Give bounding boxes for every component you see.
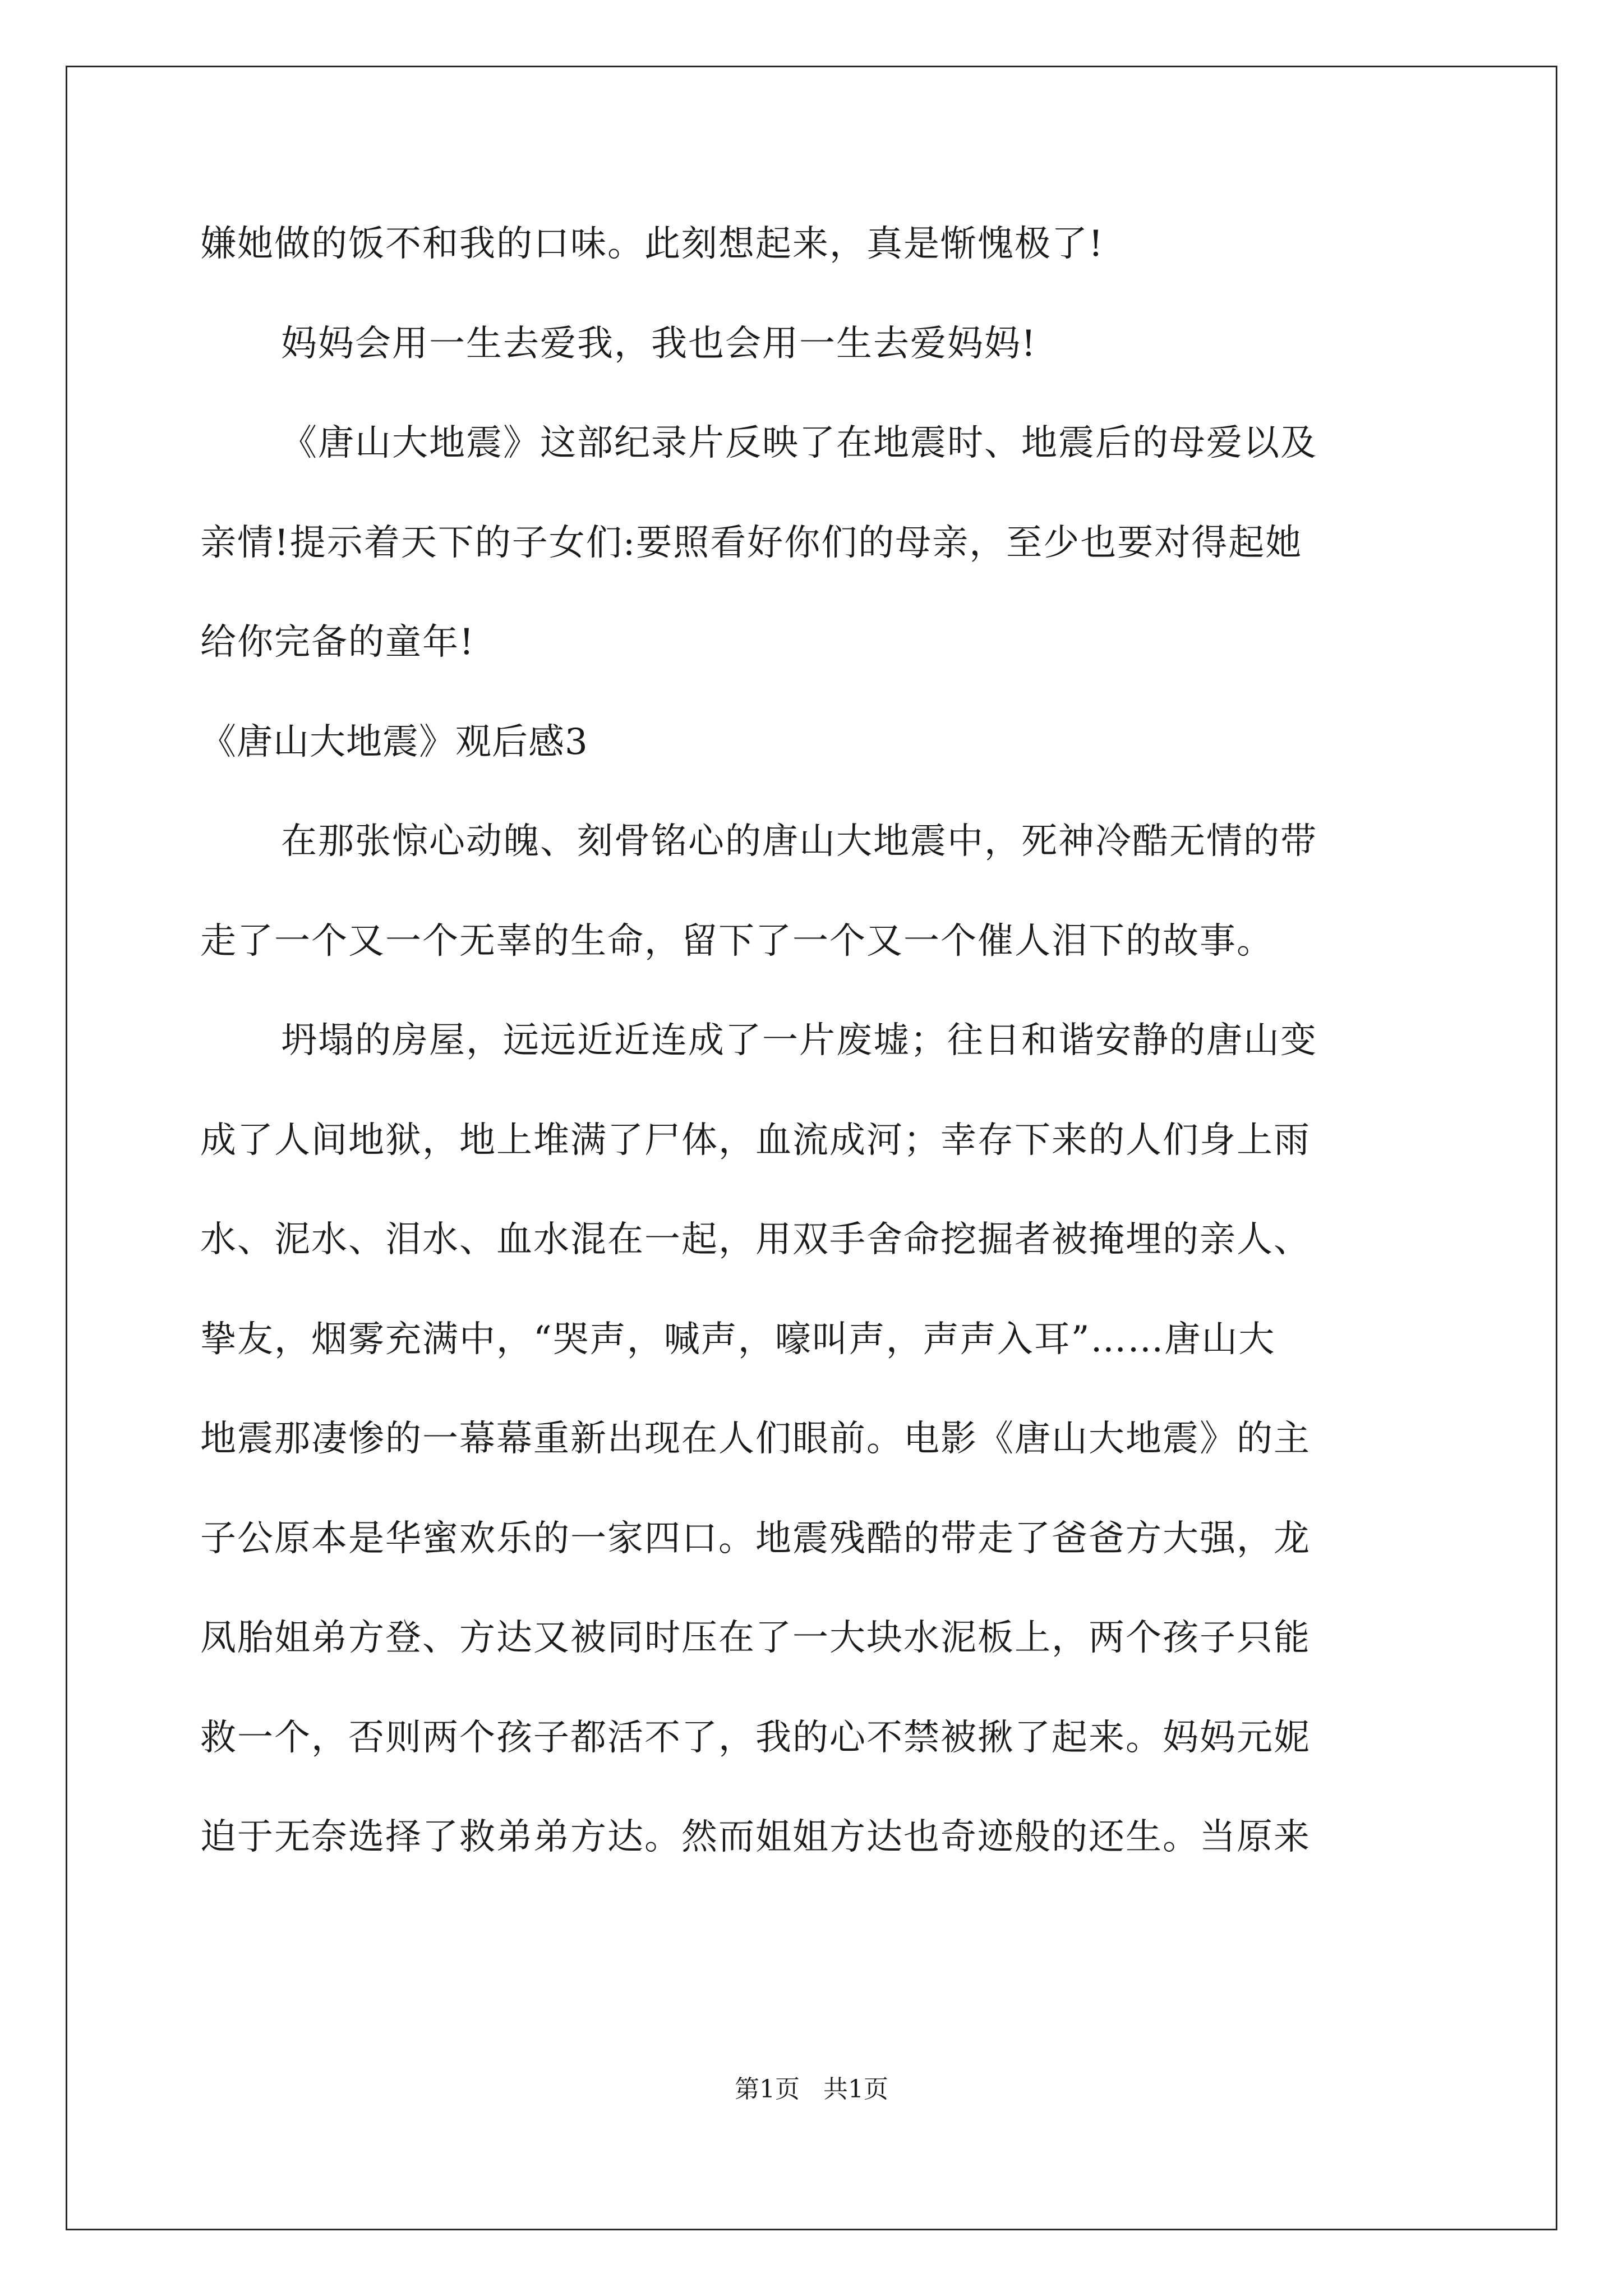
paragraph-line: 亲情!提示着天下的子女们:要照看好你们的母亲，至少也要对得起她 [200,522,1303,564]
page-footer: 第1页 共1页 [735,2075,888,2104]
paragraph-line: 成了人间地狱，地上堆满了尸体，血流成河；幸存下来的人们身上雨 [200,1120,1311,1161]
paragraph-line: 妈妈会用一生去爱我，我也会用一生去爱妈妈! [281,323,1037,365]
paragraph-line: 迫于无奈选择了救弟弟方达。然而姐姐方达也奇迹般的还生。当原来 [200,1816,1311,1858]
paragraph-line: 走了一个又一个无辜的生命，留下了一个又一个催人泪下的故事。 [200,921,1274,962]
paragraph-line: 给你完备的童年! [200,622,475,663]
paragraph-line: 挚友，烟雾充满中，“哭声，喊声，嚎叫声，声声入耳”……唐山大 [200,1319,1276,1360]
paragraph-line: 凤胎姐弟方登、方达又被同时压在了一大块水泥板上，两个孩子只能 [200,1617,1311,1659]
paragraph-line: 地震那凄惨的一幕幕重新出现在人们眼前。电影《唐山大地震》的主 [200,1418,1311,1460]
paragraph-line: 子公原本是华蜜欢乐的一家四口。地震残酷的带走了爸爸方大强，龙 [200,1518,1311,1559]
paragraph-line: 《唐山大地震》这部纪录片反映了在地震时、地震后的母爱以及 [281,422,1317,464]
paragraph-line: 救一个，否则两个孩子都活不了，我的心不禁被揪了起来。妈妈元妮 [200,1717,1311,1759]
section-heading: 《唐山大地震》观后感3 [200,721,588,763]
paragraph-line: 坍塌的房屋，远远近近连成了一片废墟；往日和谐安静的唐山变 [281,1020,1317,1061]
paragraph-line: 在那张惊心动魄、刻骨铭心的唐山大地震中，死神冷酷无情的带 [281,821,1317,862]
paragraph-line: 嫌她做的饭不和我的口味。此刻想起来，真是惭愧极了! [200,223,1104,265]
paragraph-line: 水、泥水、泪水、血水混在一起，用双手舍命挖掘者被掩埋的亲人、 [200,1219,1311,1260]
